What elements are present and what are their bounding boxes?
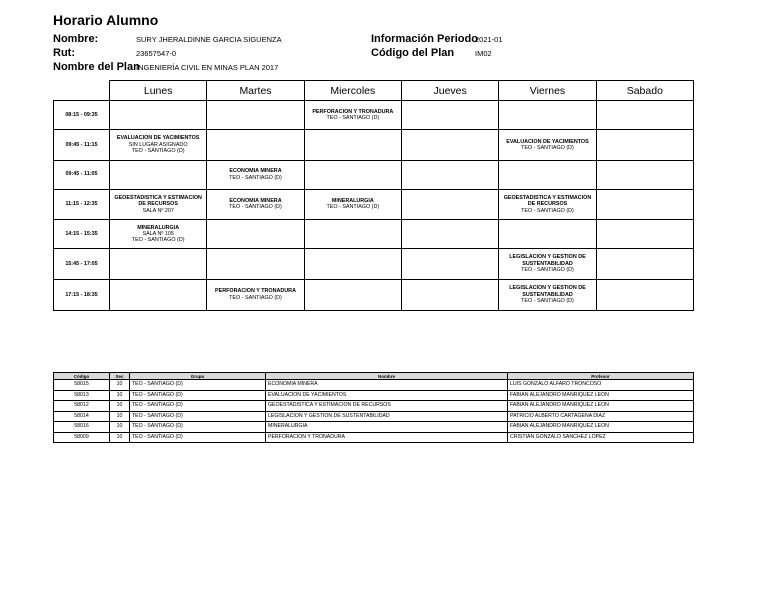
course-location: TEO - SANTIAGO (D) (521, 144, 574, 151)
empty-cell (304, 130, 401, 160)
course-name: ECONOMIA MINERA (229, 168, 282, 175)
empty-cell (401, 279, 498, 310)
empty-cell (596, 220, 693, 249)
course-name: LEGISLACION Y GESTION DE SUSTENTABILIDAD (509, 285, 586, 298)
class-cell (207, 279, 304, 310)
empty-cell (110, 249, 207, 279)
empty-cell (596, 160, 693, 189)
empty-cell (207, 220, 304, 249)
empty-cell (207, 101, 304, 130)
empty-cell (207, 249, 304, 279)
table-row (54, 390, 694, 401)
summary-cell-grupo: TEO - SANTIAGO (D) (130, 390, 266, 401)
table-row (54, 411, 694, 422)
course-location: TEO - SANTIAGO (D) (229, 294, 282, 301)
schedule-row (54, 279, 694, 310)
time-slot: 09:45 - 11:15 (54, 130, 110, 160)
empty-cell (207, 130, 304, 160)
course-location: SALA Nº 105 (142, 231, 174, 238)
empty-cell (596, 130, 693, 160)
rut-value: 23657547-0 (136, 49, 177, 58)
summary-cell-nombre: EVALUACION DE YACIMIENTOS (266, 390, 508, 401)
class-cell (207, 189, 304, 219)
schedule-row (54, 101, 694, 130)
class-cell (304, 101, 401, 130)
table-row (54, 401, 694, 412)
summary-cell-sec: 10 (110, 422, 130, 433)
class-cell (499, 249, 596, 279)
day-header-lunes: Lunes (110, 81, 207, 101)
summary-cell-codigo: 58016 (54, 422, 110, 433)
empty-cell (110, 101, 207, 130)
table-row (54, 380, 694, 391)
course-location: SALA Nº 207 (142, 207, 174, 214)
day-header-martes: Martes (207, 81, 304, 101)
empty-cell (110, 160, 207, 189)
schedule-table (53, 80, 694, 311)
summary-cell-codigo: 58015 (54, 380, 110, 391)
course-summary-table (53, 372, 694, 443)
summary-cell-sec: 10 (110, 401, 130, 412)
summary-cell-profesor: CRISTIAN GONZALO SANCHEZ LOPEZ (508, 432, 694, 443)
schedule-row (54, 220, 694, 249)
codigo-plan-value: IM02 (475, 49, 492, 58)
periodo-value: 2021-01 (475, 35, 503, 44)
empty-cell (304, 279, 401, 310)
day-header-sabado: Sabado (596, 81, 693, 101)
empty-cell (304, 220, 401, 249)
course-location: TEO - SANTIAGO (D) (521, 267, 574, 274)
summary-cell-nombre: ECONOMIA MINERA (266, 380, 508, 391)
plan-label: Nombre del Plan (53, 61, 140, 73)
course-name: EVALUACION DE YACIMIENTOS (116, 135, 200, 142)
empty-cell (596, 279, 693, 310)
summary-cell-profesor: LUIS GONZALO ALFARO TRONCOSO (508, 380, 694, 391)
day-header-viernes: Viernes (499, 81, 596, 101)
summary-cell-profesor: PATRICIO ALBERTO CARTAGENA DIAZ (508, 411, 694, 422)
summary-cell-nombre: MINERALURGIA (266, 422, 508, 433)
empty-cell (304, 249, 401, 279)
summary-header-codigo: Código (54, 373, 110, 380)
summary-cell-codigo: 58014 (54, 411, 110, 422)
course-location: TEO - SANTIAGO (D) (326, 115, 380, 122)
summary-header-profesor: Profesor (508, 373, 694, 380)
day-header-jueves: Jueves (401, 81, 498, 101)
empty-cell (596, 249, 693, 279)
empty-cell (401, 160, 498, 189)
empty-cell (499, 220, 596, 249)
codigo-plan-label: Código del Plan (371, 47, 455, 59)
schedule-row (54, 249, 694, 279)
course-name: MINERALURGIA (137, 224, 180, 231)
empty-cell (401, 101, 498, 130)
summary-cell-sec: 10 (110, 380, 130, 391)
summary-cell-nombre: GEOESTADISTICA Y ESTIMACION DE RECURSOS (266, 401, 508, 412)
course-location: SIN LUGAR ASIGNADO (128, 141, 188, 148)
empty-cell (596, 189, 693, 219)
course-name: GEOESTADISTICA Y ESTIMACION DE RECURSOS (114, 194, 202, 208)
summary-cell-sec: 10 (110, 390, 130, 401)
time-slot: 08:15 - 09:35 (54, 101, 110, 130)
page-title: Horario Alumno (53, 12, 159, 28)
summary-cell-profesor: FABIAN ALEJANDRO MANRIQUEZ LEON (508, 422, 694, 433)
empty-cell (499, 160, 596, 189)
course-location: TEO - SANTIAGO (D) (229, 204, 282, 211)
schedule-row (54, 189, 694, 219)
summary-cell-nombre: PERFORACION Y TRONADURA (266, 432, 508, 443)
course-name: EVALUACION DE YACIMIENTOS (506, 138, 589, 145)
course-name: GEOESTADISTICA Y ESTIMACION DE RECURSOS (503, 194, 592, 208)
course-location: TEO - SANTIAGO (D) (521, 207, 574, 214)
summary-cell-grupo: TEO - SANTIAGO (D) (130, 401, 266, 412)
empty-cell (596, 101, 693, 130)
course-location: TEO - SANTIAGO (D) (326, 204, 380, 211)
class-cell (499, 130, 596, 160)
course-location: TEO - SANTIAGO (D) (521, 298, 574, 305)
time-slot: 15:45 - 17:05 (54, 249, 110, 279)
summary-header-row (54, 373, 694, 380)
course-location: TEO - SANTIAGO (D) (229, 174, 282, 181)
empty-cell (401, 189, 498, 219)
empty-cell (401, 220, 498, 249)
class-cell (110, 130, 207, 160)
summary-cell-sec: 10 (110, 432, 130, 443)
class-cell (304, 189, 401, 219)
class-cell (499, 189, 596, 219)
schedule-corner (54, 81, 110, 101)
summary-cell-codigo: 58012 (54, 401, 110, 412)
nombre-value: SURY JHERALDINNE GARCIA SIGUENZA (136, 35, 282, 44)
summary-cell-codigo: 58013 (54, 390, 110, 401)
time-slot: 14:15 - 15:35 (54, 220, 110, 249)
summary-cell-profesor: FABIAN ALEJANDRO MANRIQUEZ LEON (508, 401, 694, 412)
class-cell (110, 220, 207, 249)
empty-cell (401, 249, 498, 279)
summary-cell-grupo: TEO - SANTIAGO (D) (130, 411, 266, 422)
time-slot: 17:15 - 18:35 (54, 279, 110, 310)
summary-cell-grupo: TEO - SANTIAGO (D) (130, 422, 266, 433)
empty-cell (110, 279, 207, 310)
nombre-label: Nombre: (53, 33, 99, 45)
course-name: ECONOMIA MINERA (229, 198, 282, 205)
empty-cell (401, 130, 498, 160)
plan-value: INGENIERÍA CIVIL EN MINAS PLAN 2017 (136, 63, 279, 72)
rut-label: Rut: (53, 47, 75, 59)
empty-cell (304, 160, 401, 189)
summary-cell-codigo: 58009 (54, 432, 110, 443)
course-location: TEO - SANTIAGO (D) (131, 148, 185, 155)
course-location: TEO - SANTIAGO (D) (131, 237, 185, 244)
day-header-miercoles: Miercoles (304, 81, 401, 101)
schedule-row (54, 160, 694, 189)
class-cell (110, 189, 207, 219)
empty-cell (499, 101, 596, 130)
time-slot: 09:45 - 11:05 (54, 160, 110, 189)
summary-cell-grupo: TEO - SANTIAGO (D) (130, 432, 266, 443)
summary-cell-grupo: TEO - SANTIAGO (D) (130, 380, 266, 391)
schedule-header-row (54, 81, 694, 101)
class-cell (207, 160, 304, 189)
table-row (54, 432, 694, 443)
course-name: PERFORACION Y TRONADURA (312, 108, 394, 115)
summary-cell-nombre: LEGISLACION Y GESTION DE SUSTENTABILIDAD (266, 411, 508, 422)
course-name: MINERALURGIA (331, 198, 374, 205)
schedule-row (54, 130, 694, 160)
course-name: PERFORACION Y TRONADURA (215, 288, 296, 295)
course-name: LEGISLACION Y GESTION DE SUSTENTABILIDAD (509, 254, 586, 267)
summary-header-nombre: Nombre (266, 373, 508, 380)
summary-header-grupo: Grupo (130, 373, 266, 380)
time-slot: 11:15 - 12:35 (54, 189, 110, 219)
summary-cell-sec: 10 (110, 411, 130, 422)
periodo-label: Información Periodo (371, 33, 478, 45)
table-row (54, 422, 694, 433)
summary-header-sec: Sec (110, 373, 130, 380)
class-cell (499, 279, 596, 310)
summary-cell-profesor: FABIAN ALEJANDRO MANRIQUEZ LEON (508, 390, 694, 401)
